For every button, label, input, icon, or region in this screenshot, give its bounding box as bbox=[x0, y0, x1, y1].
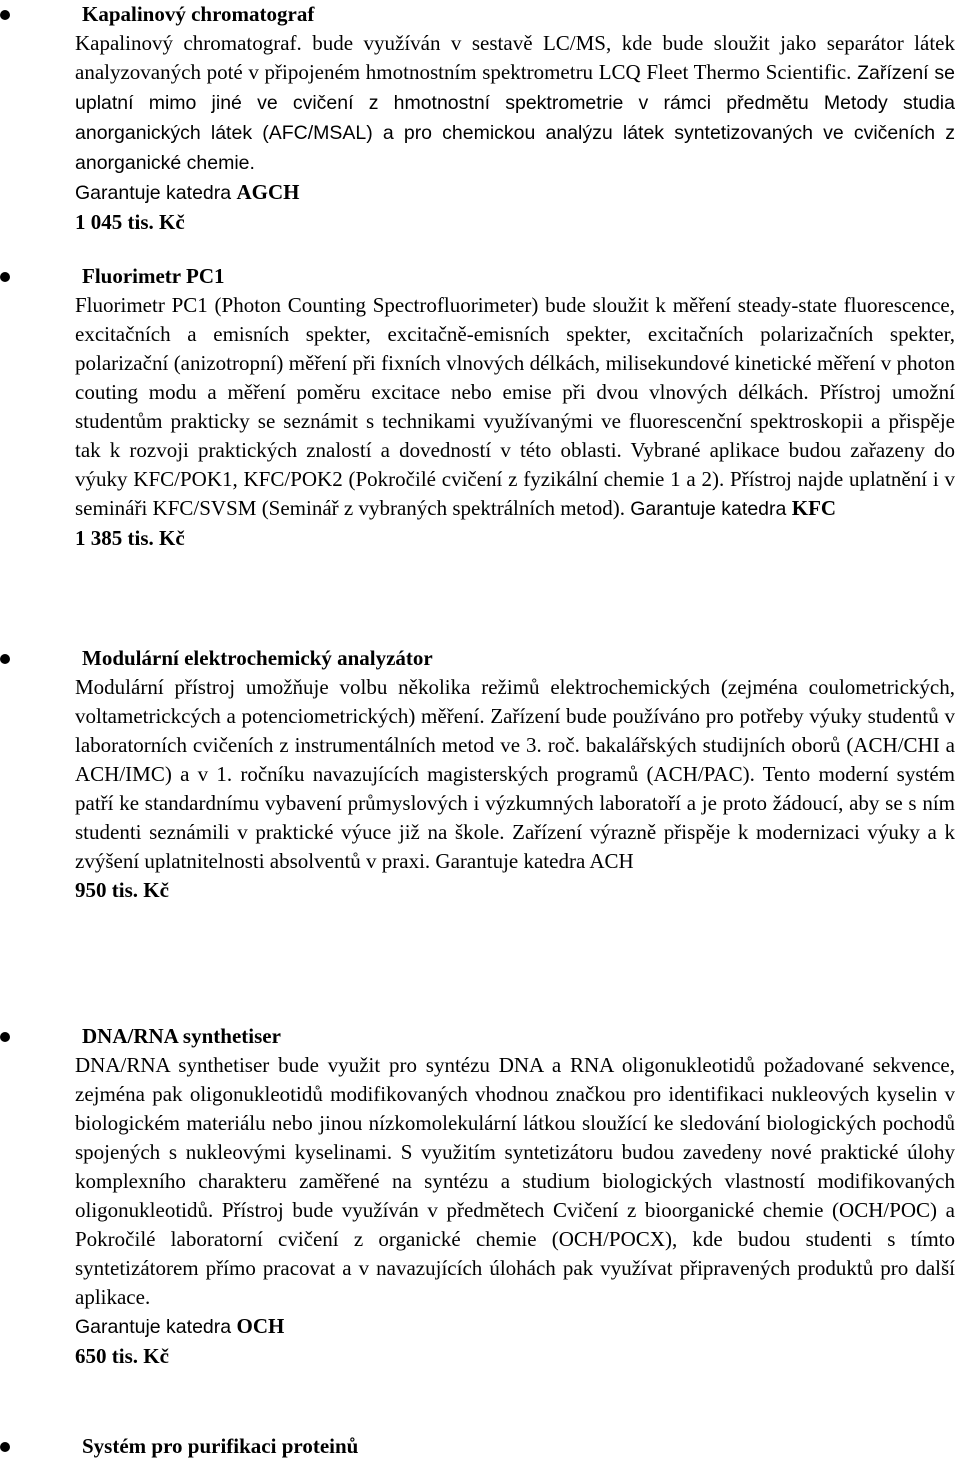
section-body bbox=[75, 673, 955, 905]
bullet-icon bbox=[0, 654, 10, 664]
guarantee-prefix: Garantuje katedra bbox=[75, 182, 237, 204]
section-title: Modulární elektrochemický analyzátor bbox=[82, 646, 433, 670]
section-body bbox=[75, 29, 955, 237]
section-title: Fluorimetr PC1 bbox=[82, 264, 225, 288]
bullet-icon bbox=[0, 1032, 10, 1042]
guarantee-line bbox=[75, 178, 955, 208]
guarantee-dept: OCH bbox=[236, 1314, 285, 1338]
price: 650 tis. Kč bbox=[75, 1344, 169, 1368]
price: 1 385 tis. Kč bbox=[75, 526, 185, 550]
section-title: DNA/RNA synthetiser bbox=[82, 1024, 281, 1048]
body-text: Modulární přístroj umožňuje volbu několika režimů elektrochemických (zejména coulometrických, voltametrickcých a potenciometrických) měření. Zařízení bude používáno pro potřeby výuky studentů v laboratorních cvičeních z instrumentálních metod ve 3. roč. bakalářských studijních oborů (ACH/CHI a ACH/IMC) a v 1. ročníku navazujících magisterských programů (ACH/PAC). Tento moderní systém patří ke standardnímu vybavení průmyslových i výzkumných laboratoří a je proto žádoucí, aby se s ním studenti seznámili v praktické výuce již na škole. Zařízení výrazně přispěje k modernizaci výuky a k zvýšení uplatnitelnosti absolventů v praxi. Garantuje katedra ACH bbox=[75, 675, 955, 873]
body-text: DNA/RNA synthetiser bude využit pro syntézu DNA a RNA oligonukleotidů požadované sekvence, zejména pak oligonukleotidů modifikovaných vhodnou značkou pro identifikaci nukleových kyselin v biologickém materiálu nebo jinou nízkomolekulární látkou sloužící ke sledování biologických pochodů spojených s nukleovými kyselinami. S využitím syntetizátoru budou zavedeny nové praktické úlohy komplexního charakteru zaměřené na syntézu a studium biologických vlastností modifikovaných oligonukleotidů. Přístroj bude využíván v předmětech Cvičení z bioorganické chemie (OCH/POC) a Pokročilé laboratorní cvičení z organické chemie (OCH/POCX), kde budou studenti s tímto syntetizátorem přímo pracovat a v navazujících úlohách pak využívat připravených produktů pro další aplikace. bbox=[75, 1053, 955, 1309]
body-text: Kapalinový chromatograf. bude využíván v sestavě LC/MS, kde bude sloužit jako separátor látek analyzovaných poté v připojeném hmotnostním spektrometru LCQ Fleet Thermo Scientific. bbox=[75, 31, 955, 84]
body-text: Fluorimetr PC1 (Photon Counting Spectrofluorimeter) bude sloužit k měření steady-state fluorescence, excitačních a emisních spekter, excitačně-emisních spekter, excitačních polarizačních spekter, polarizační (anizotropní) měření při fixních vlnových délkách, milisekundové kinetické měření v photon couting modu a měření poměru excitace nebo emise při dvou vlnových délkách. Přístroj umožní studentům prakticky se seznámit s technikami využívanými ve fluorescenční spektroskopii a přispěje tak k rozvoji praktických znalostí a dovedností v této oblasti. Vybrané aplikace budou zařazeny do výuky KFC/POK1, KFC/POK2 (Pokročilé cvičení z fyzikální chemie 1 a 2). Přístroj najde uplatnění i v semináři KFC/SVSM (Seminář z vybraných spektrálních metod). bbox=[75, 293, 955, 520]
bullet-icon bbox=[0, 272, 10, 282]
bullet-icon bbox=[0, 1442, 10, 1452]
guarantee-dept: KFC bbox=[791, 496, 837, 520]
section-title: Kapalinový chromatograf bbox=[82, 2, 315, 26]
section-body bbox=[75, 1051, 955, 1371]
body-text-sans: Zařízení se uplatní mimo jiné ve cvičení z hmotnostní spektrometrie v rámci předmětu Metody studia anorganických látek (AFC/MSAL) a pro chemickou analýzu látek syntetizovaných ve cvičeních z anorganické chemie. bbox=[75, 62, 955, 174]
price: 950 tis. Kč bbox=[75, 878, 169, 902]
price: 1 045 tis. Kč bbox=[75, 210, 185, 234]
guarantee-prefix: Garantuje katedra bbox=[75, 1316, 237, 1338]
section-body bbox=[75, 291, 955, 553]
section-title: Systém pro purifikaci proteinů bbox=[82, 1434, 359, 1458]
guarantee-line bbox=[75, 1312, 955, 1342]
guarantee-prefix: Garantuje katedra bbox=[630, 498, 792, 520]
guarantee-dept: AGCH bbox=[236, 180, 300, 204]
bullet-icon bbox=[0, 10, 10, 20]
